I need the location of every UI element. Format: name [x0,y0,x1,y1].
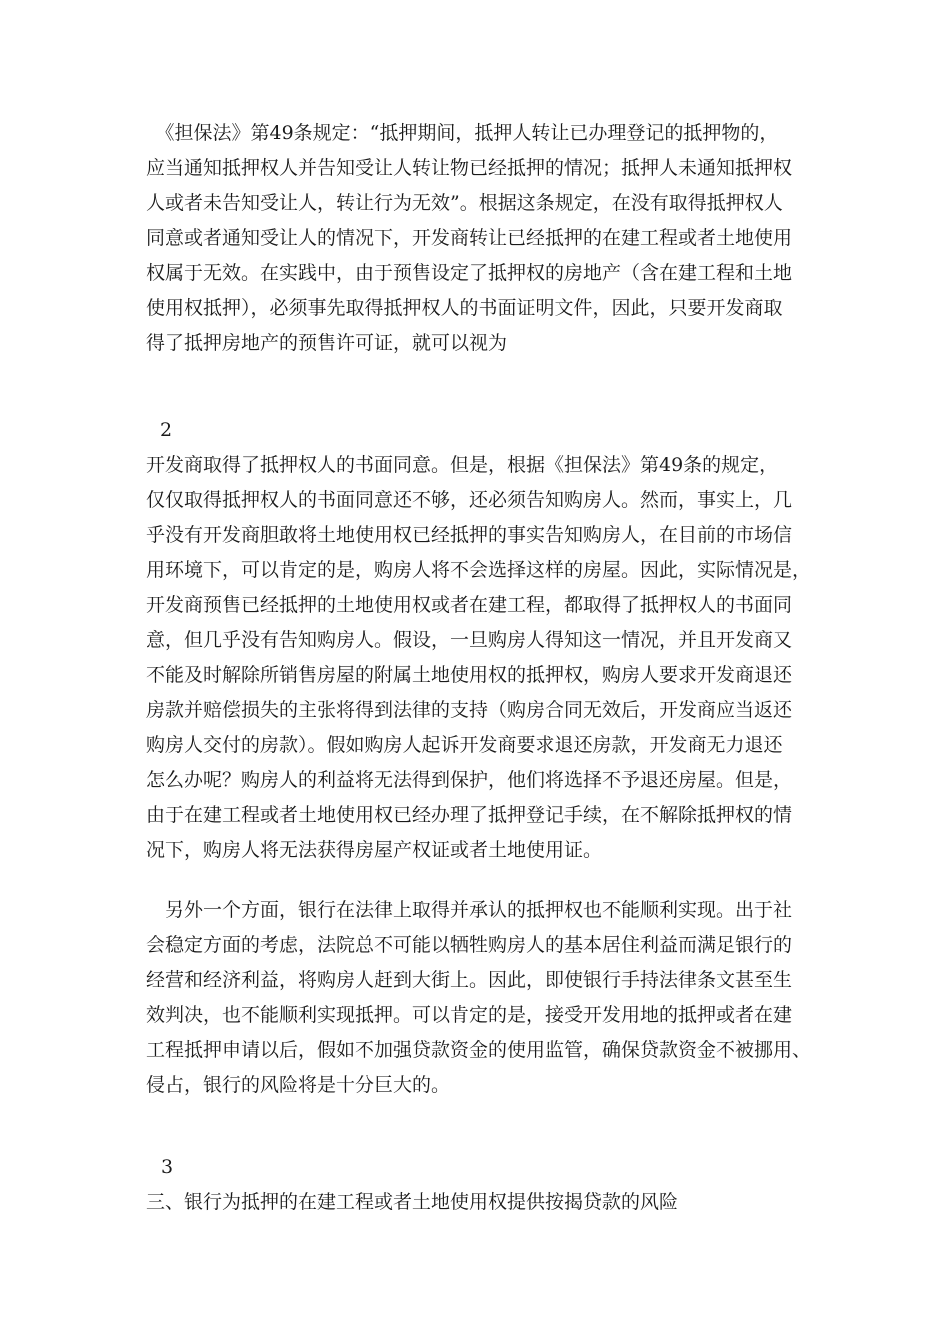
text-line: 侵占，银行的风险将是十分巨大的。 [146,1074,451,1096]
text-line: 用环境下，可以肯定的是，购房人将不会选择这样的房屋。因此，实际情况是， [146,559,812,581]
text-line: 应当通知抵押权人并告知受让人转让物已经抵押的情况；抵押人未通知抵押权 [146,157,793,179]
text-line: 另外一个方面，银行在法律上取得并承认的抵押权也不能顺利实现。出于社 [146,899,793,921]
page-number: 3 [161,1156,174,1178]
paragraph-bank-mortgage-right [146,893,812,1103]
text-line: 况下，购房人将无法获得房屋产权证或者土地使用证。 [146,839,603,861]
text-line: 同意或者通知受让人的情况下，开发商转让已经抵押的在建工程或者土地使用 [146,227,793,249]
text-line: 购房人交付的房款）。假如购房人起诉开发商要求退还房款，开发商无力退还 [146,734,783,756]
text-line: 人或者未告知受让人，转让行为无效”。根据这条规定，在没有取得抵押权人 [146,192,783,214]
text-line: 效判决，也不能顺利实现抵押。可以肯定的是，接受开发用地的抵押或者在建 [146,1004,793,1026]
text-line: 不能及时解除所销售房屋的附属土地使用权的抵押权，购房人要求开发商退还 [146,664,793,686]
text-line: 经营和经济利益，将购房人赶到大街上。因此，即使银行手持法律条文甚至生 [146,969,793,991]
text-line: 开发商取得了抵押权人的书面同意。但是，根据《担保法》第49条的规定， [146,454,779,476]
text-line: 意，但几乎没有告知购房人。假设，一旦购房人得知这一情况，并且开发商又 [146,629,793,651]
section-heading: 三、银行为抵押的在建工程或者土地使用权提供按揭贷款的风险 [146,1191,679,1213]
text-line: 开发商预售已经抵押的土地使用权或者在建工程，都取得了抵押权人的书面同 [146,594,793,616]
text-line: 权属于无效。在实践中，由于预售设定了抵押权的房地产（含在建工程和土地 [146,262,793,284]
text-line: 房款并赔偿损失的主张将得到法律的支持（购房合同无效后，开发商应当返还 [146,699,793,721]
text-line: 仅仅取得抵押权人的书面同意还不够，还必须告知购房人。然而，事实上，几 [146,489,793,511]
paragraph-guarantee-law-article-49 [146,116,806,361]
text-line: 怎么办呢？购房人的利益将无法得到保护，他们将选择不予退还房屋。但是， [146,769,793,791]
text-line: 《担保法》第49条规定：“抵押期间，抵押人转让已办理登记的抵押物的， [146,122,779,144]
page-number: 2 [160,419,173,441]
text-line: 工程抵押申请以后，假如不加强贷款资金的使用监管，确保贷款资金不被挪用、 [146,1039,812,1061]
paragraph-developer-consent [146,448,812,868]
text-line: 得了抵押房地产的预售许可证，就可以视为 [146,332,508,354]
text-line: 由于在建工程或者土地使用权已经办理了抵押登记手续，在不解除抵押权的情 [146,804,793,826]
text-line: 乎没有开发商胆敢将土地使用权已经抵押的事实告知购房人，在目前的市场信 [146,524,793,546]
text-line: 使用权抵押），必须事先取得抵押权人的书面证明文件，因此，只要开发商取 [146,297,783,319]
text-line: 会稳定方面的考虑，法院总不可能以牺牲购房人的基本居住利益而满足银行的 [146,934,793,956]
